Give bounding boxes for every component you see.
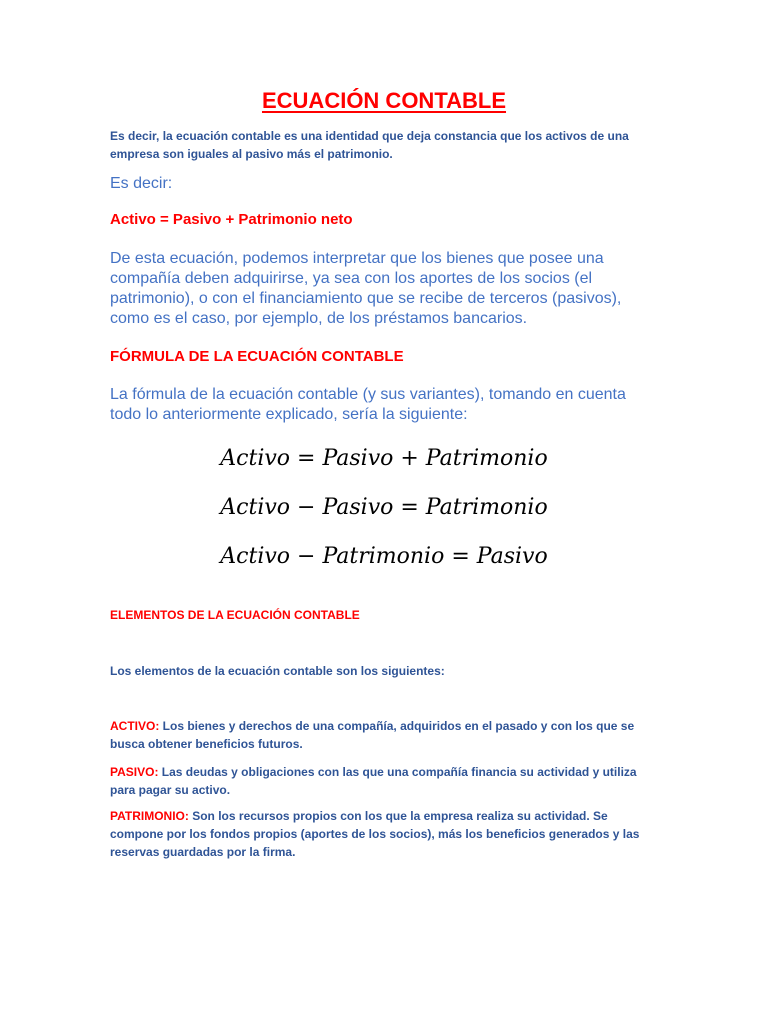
elements-intro-paragraph: Los elementos de la ecuación contable son los siguientes:: [110, 664, 445, 678]
element-term: ACTIVO:: [110, 719, 160, 733]
formula-heading: FÓRMULA DE LA ECUACIÓN CONTABLE: [110, 348, 404, 365]
elements-heading: ELEMENTOS DE LA ECUACIÓN CONTABLE: [110, 608, 360, 622]
es-decir-label: Es decir:: [110, 175, 173, 192]
interpretation-paragraph: De esta ecuación, podemos interpretar que los bienes que posee una compañía deben adquirirse, ya sea con los aportes de los socios (el patrimonio), o con el financiamiento que se recibe de terceros (pasivos), como es el caso, por ejemplo, de los préstamos bancarios.: [110, 250, 622, 327]
formula-line: Activo − Patrimonio = Pasivo: [220, 544, 548, 569]
element-definition-text: Las deudas y obligaciones con las que una compañía financia su actividad y utiliza para pagar su activo.: [110, 765, 637, 797]
document-title: ECUACIÓN CONTABLE: [261, 88, 507, 113]
equation-statement: Activo = Pasivo + Patrimonio neto: [110, 211, 353, 228]
formula-intro-paragraph: La fórmula de la ecuación contable (y sus variantes), tomando en cuenta todo lo anteriormente explicado, sería la siguiente:: [110, 386, 626, 423]
element-term: PASIVO:: [110, 765, 159, 779]
formula-line: Activo − Pasivo = Patrimonio: [220, 495, 548, 520]
intro-paragraph: Es decir, la ecuación contable es una identidad que deja constancia que los activos de una empresa son iguales al pasivo más el patrimonio.: [110, 129, 629, 161]
element-definition-patrimonio: [110, 807, 640, 861]
element-definition-text: Los bienes y derechos de una compañía, adquiridos en el pasado y con los que se busca obtener beneficios futuros.: [110, 719, 635, 751]
element-definition-text: Son los recursos propios con los que la empresa realiza su actividad. Se compone por los fondos propios (aportes de los socios), más los beneficios generados y las reservas guardadas por la firma.: [110, 809, 640, 859]
element-definition-activo: [110, 717, 640, 753]
formula-line: Activo = Pasivo + Patrimonio: [220, 446, 548, 471]
element-term: PATRIMONIO:: [110, 809, 189, 823]
element-definition-pasivo: [110, 763, 640, 799]
